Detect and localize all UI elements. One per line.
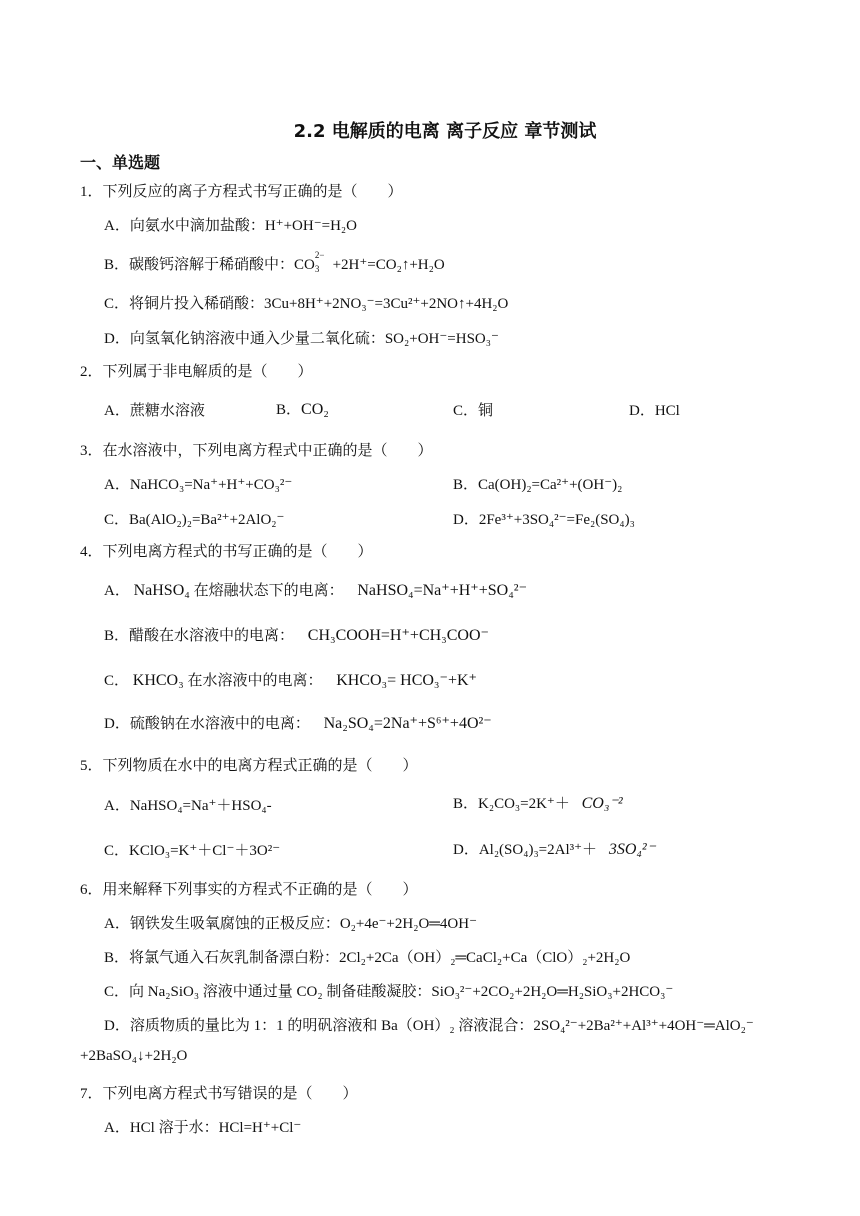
question-1-stem: 1．下列反应的离子方程式书写正确的是（ ） (80, 184, 403, 200)
question-4-option-a (104, 579, 527, 600)
question-4-option-a-equation: NaHSO₄=Na⁺+H⁺+SO₄²⁻ (357, 582, 528, 599)
question-6-option-b: B．将氯气通入石灰乳制备漂白粉：2Cl₂+2Ca（OH）₂═CaCl₂+Ca（ClO）₂+2H₂O (104, 950, 631, 966)
question-7-stem: 7．下列电离方程式书写错误的是（ ） (80, 1086, 358, 1102)
question-1-option-b-suffix: +2H⁺=CO₂↑+H₂O (328, 257, 445, 273)
question-2-option-c: C．铜 (453, 403, 494, 419)
question-5-option-d-prefix: D．Al₂(SO₄)₃=2Al³⁺＋ (453, 842, 601, 858)
question-3-stem: 3．在水溶液中，下列电离方程式中正确的是（ ） (80, 443, 433, 459)
question-1-option-d: D．向氢氧化钠溶液中通入少量二氧化硫：SO₂+OH⁻=HSO₃⁻ (104, 331, 499, 347)
question-5-option-d (453, 838, 655, 859)
question-6-option-d-line2: +2BaSO₄↓+2H₂O (80, 1048, 188, 1064)
question-4-option-a-label: A． (104, 583, 130, 599)
question-4-option-d-equation: Na₂SO₄=2Na⁺+S⁶⁺+4O²⁻ (323, 715, 492, 732)
question-4-option-c-equation: KHCO₃= HCO₃⁻+K⁺ (336, 672, 477, 689)
question-4-stem: 4．下列电离方程式的书写正确的是（ ） (80, 544, 373, 560)
question-2-option-b-formula: CO₂ (301, 401, 329, 418)
question-2-stem: 2．下列属于非电解质的是（ ） (80, 364, 313, 380)
question-3-option-d: D．2Fe³⁺+3SO₄²⁻=Fe₂(SO₄)₃ (453, 512, 635, 528)
question-4-option-b-label: B．醋酸在水溶液中的电离： (104, 628, 295, 644)
question-5-option-d-ion: 3SO₄²⁻ (608, 841, 656, 858)
question-1-option-b-prefix: B．碳酸钙溶解于稀硝酸中：CO (104, 257, 315, 273)
question-6-stem: 6．用来解释下列事实的方程式不正确的是（ ） (80, 882, 418, 898)
question-7-option-a: A．HCl 溶于水：HCl=H⁺+Cl⁻ (104, 1120, 302, 1136)
question-1-option-b: B．碳酸钙溶解于稀硝酸中：CO 2− 3 +2H⁺=CO₂↑+H₂O (104, 250, 445, 274)
question-5-stem: 5．下列物质在水中的电离方程式正确的是（ ） (80, 758, 418, 774)
question-2-option-a: A．蔗糖水溶液 (104, 403, 205, 419)
question-5-option-b-ion: CO₃⁻² (581, 795, 623, 812)
question-1-option-a: A．向氨水中滴加盐酸：H⁺+OH⁻=H₂O (104, 218, 357, 234)
question-2-option-b-label: B． (276, 402, 302, 418)
question-4-option-a-text: 在熔融状态下的电离： (193, 583, 344, 599)
question-5-option-c: C．KClO₃=K⁺＋Cl⁻＋3O²⁻ (104, 843, 281, 859)
question-4-option-c-label: C． (104, 673, 130, 689)
question-4-option-d (104, 712, 492, 733)
question-5-option-b-prefix: B．K₂CO₃=2K⁺＋ (453, 796, 574, 812)
question-4-option-d-label: D．硫酸钠在水溶液中的电离： (104, 716, 310, 732)
question-6-option-d-line1: D．溶质物质的量比为 1：1 的明矾溶液和 Ba（OH）₂ 溶液混合：2SO₄²⁻+2Ba²⁺+Al³⁺+4OH⁻═AlO₂⁻ (104, 1018, 754, 1034)
section-heading: 一、单选题 (80, 153, 161, 172)
question-5-option-a: A．NaHSO₄=Na⁺＋HSO₄- (104, 798, 272, 814)
question-4-option-b (104, 624, 489, 645)
question-4-option-c (104, 669, 477, 690)
question-4-option-c-formula: KHCO₃ (132, 672, 184, 689)
question-3-option-a: A．NaHCO₃=Na⁺+H⁺+CO₃²⁻ (104, 477, 293, 493)
page-title: 2.2 电解质的电离 离子反应 章节测试 (293, 121, 597, 142)
question-2-option-b (276, 398, 329, 419)
question-4-option-a-formula: NaHSO₄ (133, 582, 190, 599)
question-1-option-c: C．将铜片投入稀硝酸：3Cu+8H⁺+2NO₃⁻=3Cu²⁺+2NO↑+4H₂O (104, 296, 509, 312)
question-4-option-c-text: 在水溶液中的电离： (187, 673, 323, 689)
question-2-option-d: D．HCl (629, 403, 680, 419)
question-3-option-c: C．Ba(AlO₂)₂=Ba²⁺+2AlO₂⁻ (104, 512, 285, 528)
question-6-option-a: A．钢铁发生吸氧腐蚀的正极反应：O₂+4e⁻+2H₂O═4OH⁻ (104, 916, 477, 932)
question-6-option-c: C．向 Na₂SiO₃ 溶液中通过量 CO₂ 制备硅酸凝胶：SiO₃²⁻+2CO₂+2H₂O═H₂SiO₃+2HCO₃⁻ (104, 984, 674, 1000)
question-5-option-b (453, 792, 623, 813)
question-3-option-b: B．Ca(OH)₂=Ca²⁺+(OH⁻)₂ (453, 477, 623, 493)
question-4-option-b-equation: CH₃COOH=H⁺+CH₃COO⁻ (307, 627, 489, 644)
